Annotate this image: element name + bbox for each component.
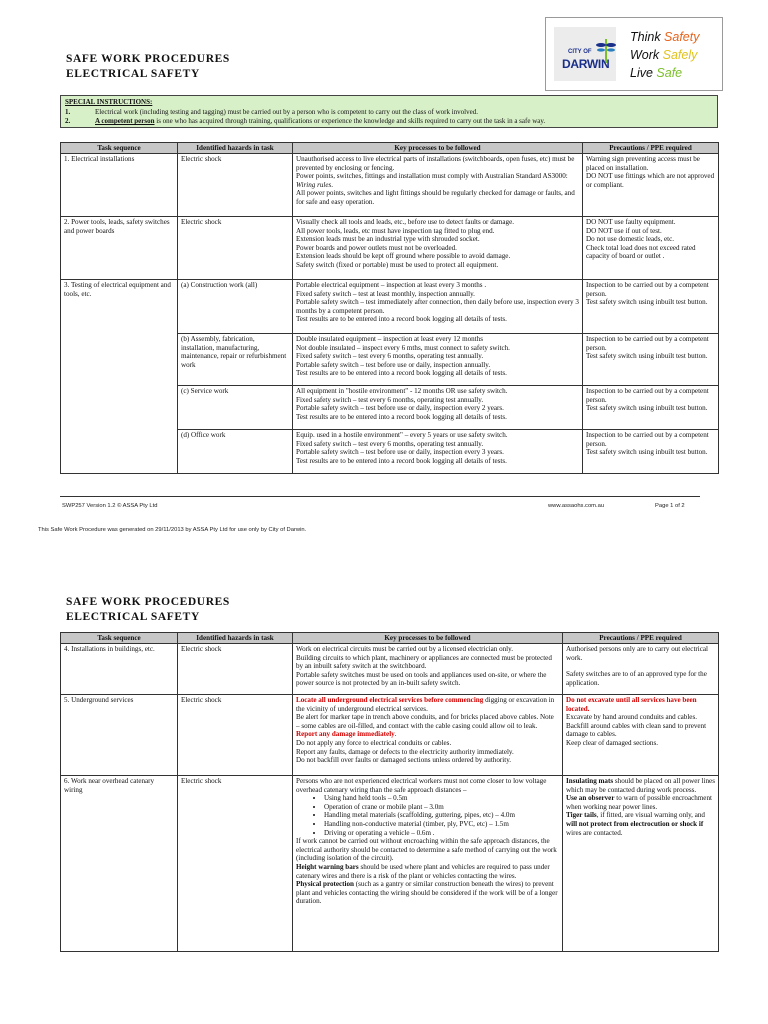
special-instructions: [60, 95, 718, 128]
list-item: • Handling metal materials (scaffolding, guttering, pipes, etc) – 4.0m: [324, 811, 559, 820]
process-line: Report any faults, damage or defects to the electricity authority immediately.: [296, 747, 514, 756]
process-line: Visually check all tools and leads, etc., before use to detect faults or damage.: [296, 218, 515, 226]
header-hazards: Identified hazards in task: [178, 633, 293, 644]
logo-darwin-text: DARWIN: [562, 57, 610, 71]
competent-person-term: A competent person: [95, 117, 155, 125]
task-cell: 1. Electrical installations: [61, 154, 178, 217]
special-instructions-heading: SPECIAL INSTRUCTIONS:: [65, 98, 153, 106]
precaution-line: Backfill around cables with clean sand to prevent damage to cables.: [566, 721, 707, 739]
special-item: [65, 117, 713, 127]
list-item: • Handling non-conductive material (timber, ply, PVC, etc) – 1.5m: [324, 820, 559, 829]
process-line: If work cannot be carried out without encroaching within the safe approach distances, the electrical authority should be contacted to determine a safe method of carrying out the work (including isolation of the circuit).: [296, 837, 557, 863]
precaution-cell: [583, 280, 719, 334]
procedure-table-page2: [60, 632, 719, 952]
page-title-line2: ELECTRICAL SAFETY: [66, 68, 200, 80]
process-cell: [293, 695, 563, 776]
process-line: Test results are to be entered into a record book logging all details of tests.: [296, 369, 507, 378]
process-text: .: [394, 730, 397, 739]
precaution-line: Authorised persons only are to carry out electrical work.: [566, 645, 709, 662]
tagline-safe: Safe: [656, 66, 683, 80]
hazard-cell: (b) Assembly, fabrication, installation, manufacturing, maintenance, repair or refurbishment work: [178, 334, 293, 386]
header-key-processes: Key processes to be followed: [293, 633, 563, 644]
process-cell: [293, 217, 583, 280]
table-header-row: [61, 143, 719, 154]
approach-distance-list: [296, 794, 559, 837]
warning-text: Report any damage immediately: [296, 730, 395, 739]
precaution-line: Check total load does not exceed rated capacity of board or outlet .: [586, 243, 696, 261]
emphasis-text: Physical protection: [296, 880, 354, 889]
list-item: • Driving or operating a vehicle – 0.6m .: [324, 829, 559, 838]
logo-city-text: CITY OF: [568, 49, 592, 55]
tagline-work: Work: [630, 48, 663, 62]
task-cell: 3. Testing of electrical equipment and tools, etc.: [61, 280, 178, 474]
process-line: All power tools, leads, etc must have inspection tag fitted to plug end.: [296, 226, 495, 235]
process-line: Extension leads must be an industrial type with shrouded socket.: [296, 235, 480, 244]
hazard-cell: Electric shock: [178, 217, 293, 280]
hazard-cell: (c) Service work: [178, 386, 293, 430]
hazard-cell: Electric shock: [178, 695, 293, 776]
process-line: Portable safety switch – test before use or daily, inspection annually.: [296, 360, 491, 369]
process-line: Portable safety switch – test before use or daily, inspection every 2 years.: [296, 404, 504, 413]
precaution-line: Test safety switch using inbuilt test button.: [586, 404, 708, 413]
process-line: Portable safety switch – test immediately after connection, then daily before use, inspection every 3 months by a competent person.: [296, 298, 579, 315]
precaution-line: Inspection to be carried out by a competent person.: [586, 431, 709, 448]
process-text: should be used where plant and vehicles are required to pass under catenary wires and there is a risk of the plant or vehicles contacting the wires.: [296, 862, 550, 880]
process-line: Work on electrical circuits must be carried out by a licensed electrician only.: [296, 645, 514, 653]
precaution-cell: [583, 430, 719, 474]
table-row: [61, 695, 719, 776]
process-line: Equip. used in a hostile environment" – every 5 years or use safety switch.: [296, 431, 508, 439]
process-cell: [293, 334, 583, 386]
precaution-line: Test safety switch using inbuilt test button.: [586, 352, 708, 361]
precaution-line: DO NOT use fittings which are not approved or compliant.: [586, 172, 715, 189]
precaution-warning: Do not excavate until all services have been located.: [566, 696, 697, 713]
process-line: Building circuits to which plant, machinery or appliances are connected must be protected by an inbuilt safety switch at the switchboard.: [296, 653, 552, 671]
precaution-line: Inspection to be carried out by a competent person.: [586, 387, 709, 404]
process-cell: [293, 430, 583, 474]
city-of-darwin-logo: [545, 17, 723, 91]
list-item: • Using hand held tools – 0.5m: [324, 794, 559, 803]
hazard-cell: Electric shock: [178, 154, 293, 217]
process-line: Fixed safety switch – test at least monthly, inspection annually.: [296, 289, 475, 298]
process-line: Test results are to be entered into a record book logging all details of tests.: [296, 315, 507, 324]
process-line: Safety switch (fixed or portable) must be used to protect all equipment.: [296, 260, 499, 269]
footer-version: SWP257 Version 1.2 © ASSA Pty Ltd: [62, 503, 158, 509]
tagline-live: Live: [630, 66, 657, 80]
emphasis-text: Height warning bars: [296, 862, 359, 871]
process-line: Unauthorised access to live electrical parts of installations (switchboards, open fuses, etc) must be prevented by enclosing or fencing.: [296, 155, 575, 172]
precaution-line: Warning sign preventing access must be placed on installation.: [586, 155, 700, 172]
tagline-safety: Safety: [664, 30, 700, 44]
process-line: Do not apply any force to electrical conduits or cables.: [296, 738, 452, 747]
precaution-line: Inspection to be carried out by a competent person.: [586, 281, 709, 298]
table-row: [61, 644, 719, 695]
process-line: Portable safety switch – test before use or daily, inspection every 3 years.: [296, 448, 504, 457]
page2-title-line2: ELECTRICAL SAFETY: [66, 611, 200, 623]
header-precautions: Precautions / PPE required: [583, 143, 719, 154]
precaution-cell: [563, 644, 719, 695]
process-line: [296, 696, 559, 713]
process-line: Portable safety switches must be used on tools and appliances used on-site, or where the power source is not protected by an in-built safety switch.: [296, 670, 547, 688]
process-cell: [293, 280, 583, 334]
process-line: [296, 880, 559, 906]
process-line: Not double insulated – inspect every 6 mths, must connect to safety switch.: [296, 343, 510, 352]
process-line: Portable electrical equipment – inspection at least every 3 months .: [296, 281, 487, 289]
precaution-text: to warn of possible encroachment when working near power lines.: [566, 794, 712, 811]
process-line: Persons who are not experienced electrical workers must not come closer to low voltage overhead catenary wiring than the safe approach distances –: [296, 777, 547, 794]
process-line: Extension leads should be kept off ground where possible to avoid damage.: [296, 252, 511, 261]
process-line: Fixed safety switch – test every 6 months, operating test annually.: [296, 352, 484, 361]
emphasis-text: Tiger tails: [566, 811, 597, 820]
precaution-cell: [583, 386, 719, 430]
process-line: [296, 863, 559, 880]
process-cell: [293, 154, 583, 217]
precaution-line: Test safety switch using inbuilt test button.: [586, 448, 708, 457]
table-row: [61, 280, 719, 334]
process-line: Test results are to be entered into a record book logging all details of tests.: [296, 456, 507, 465]
emphasis-text: Insulating mats: [566, 777, 614, 785]
page-title-line1: SAFE WORK PROCEDURES: [66, 53, 230, 65]
process-line: Test results are to be entered into a record book logging all details of tests.: [296, 412, 507, 421]
footer-rule: [60, 496, 700, 497]
precaution-line: Safety switches are to of an approved type for the application.: [566, 670, 707, 687]
precaution-line: Keep clear of damaged sections.: [566, 738, 658, 747]
process-line: All power points, switches and light fittings should be regularly checked for damage or faults, and for safe and easy operation.: [296, 189, 575, 206]
process-line: Power boards and power outlets must not be overloaded.: [296, 243, 457, 252]
logo-emblem: [554, 27, 616, 81]
process-line: [296, 172, 579, 189]
process-cell: [293, 644, 563, 695]
process-text: digging or excavation in the vicinity of underground electrical services.: [296, 696, 555, 713]
header-task-sequence: Task sequence: [61, 633, 178, 644]
process-text: .: [331, 180, 334, 189]
task-cell: 5. Underground services: [61, 695, 178, 776]
special-item: [65, 108, 713, 118]
task-cell: 2. Power tools, leads, safety switches and power boards: [61, 217, 178, 280]
process-cell: [293, 776, 563, 952]
process-line: Do not backfill over faults or damaged sections unless ordered by authority.: [296, 756, 512, 765]
hazard-cell: (d) Office work: [178, 430, 293, 474]
process-text: (such as a gantry or similar construction beneath the wires) to prevent plant and vehicles contacting the wiring should be considered if the work will be of a longer duration.: [296, 880, 558, 906]
process-line: [296, 713, 559, 739]
precaution-line: [566, 811, 715, 837]
hazard-cell: Electric shock: [178, 776, 293, 952]
precaution-line: Do not use domestic leads, etc.: [586, 235, 675, 244]
precaution-text: should be placed on all power lines which may be contacted during work process.: [566, 777, 715, 794]
precaution-text: wires are contacted.: [566, 828, 623, 837]
standard-title: Wiring rules: [296, 180, 332, 189]
special-item-number: 1.: [65, 107, 71, 116]
process-text: Be alert for marker tape in trench above conduits, and for bricks placed above cables. Note – some cables are oil-filled, and contact with the cable casing could allow oil to leak.: [296, 713, 554, 730]
header-task-sequence: Task sequence: [61, 143, 178, 154]
precaution-cell: [583, 154, 719, 217]
precaution-cell: [563, 776, 719, 952]
precaution-line: Test safety switch using inbuilt test button.: [586, 298, 708, 307]
process-line: All equipment in "hostile environment" - 12 months OR use safety switch.: [296, 387, 508, 395]
table-row: [61, 154, 719, 217]
table-row: [61, 776, 719, 952]
footer-generated-note: This Safe Work Procedure was generated on 29/11/2013 by ASSA Pty Ltd for use only by City of Darwin.: [38, 527, 307, 533]
table-header-row: [61, 633, 719, 644]
precaution-cell: [563, 695, 719, 776]
task-cell: 4. Installations in buildings, etc.: [61, 644, 178, 695]
process-line: Fixed safety switch – test every 6 months, operating test annually.: [296, 439, 484, 448]
page2-title-line1: SAFE WORK PROCEDURES: [66, 596, 230, 608]
special-item-text: Electrical work (including testing and tagging) must be carried out by a person who is competent to carry out the class of work involved.: [95, 107, 478, 116]
emphasis-text: Use an observer: [566, 794, 615, 803]
emphasis-text: will not protect from electrocution or shock if: [566, 819, 704, 828]
hazard-cell: (a) Construction work (all): [178, 280, 293, 334]
process-text: Power points, switches, fittings and installation must comply with Australian Standard AS3000:: [296, 172, 568, 181]
procedure-table-page1: [60, 142, 719, 474]
precaution-line: DO NOT use faulty equipment.: [586, 218, 676, 226]
tagline-think: Think: [630, 30, 665, 44]
precaution-line: Excavate by hand around conduits and cables.: [566, 713, 697, 722]
special-item-number: 2.: [65, 117, 71, 125]
safety-tagline: [630, 28, 699, 82]
process-line: Double insulated equipment – inspection at least every 12 months: [296, 335, 483, 343]
hazard-cell: Electric shock: [178, 644, 293, 695]
warning-text: Locate all underground electrical services before commencing: [296, 696, 484, 704]
tagline-safely: Safely: [662, 48, 698, 62]
precaution-cell: [583, 334, 719, 386]
precaution-cell: [583, 217, 719, 280]
process-cell: [293, 386, 583, 430]
special-item-text: is one who has acquired through training, qualifications or experience the knowledge and skills required to carry out the task in a safe way.: [154, 117, 546, 125]
precaution-line: Inspection to be carried out by a competent person.: [586, 335, 709, 352]
table-row: [61, 217, 719, 280]
precaution-line: [566, 777, 715, 794]
precaution-line: [566, 794, 715, 811]
footer-page-number: Page 1 of 2: [655, 503, 685, 509]
precaution-text: , if fitted, are visual warning only, and: [596, 811, 705, 820]
list-item: • Operation of crane or mobile plant – 3.0m: [324, 803, 559, 812]
footer-url: www.assaohs.com.au: [548, 503, 605, 509]
precaution-line: DO NOT use if out of test.: [586, 226, 662, 235]
header-precautions: Precautions / PPE required: [563, 633, 719, 644]
header-hazards: Identified hazards in task: [178, 143, 293, 154]
header-key-processes: Key processes to be followed: [293, 143, 583, 154]
process-line: Fixed safety switch – test every 6 months, operating test annually.: [296, 395, 484, 404]
task-cell: 6. Work near overhead catenary wiring: [61, 776, 178, 952]
